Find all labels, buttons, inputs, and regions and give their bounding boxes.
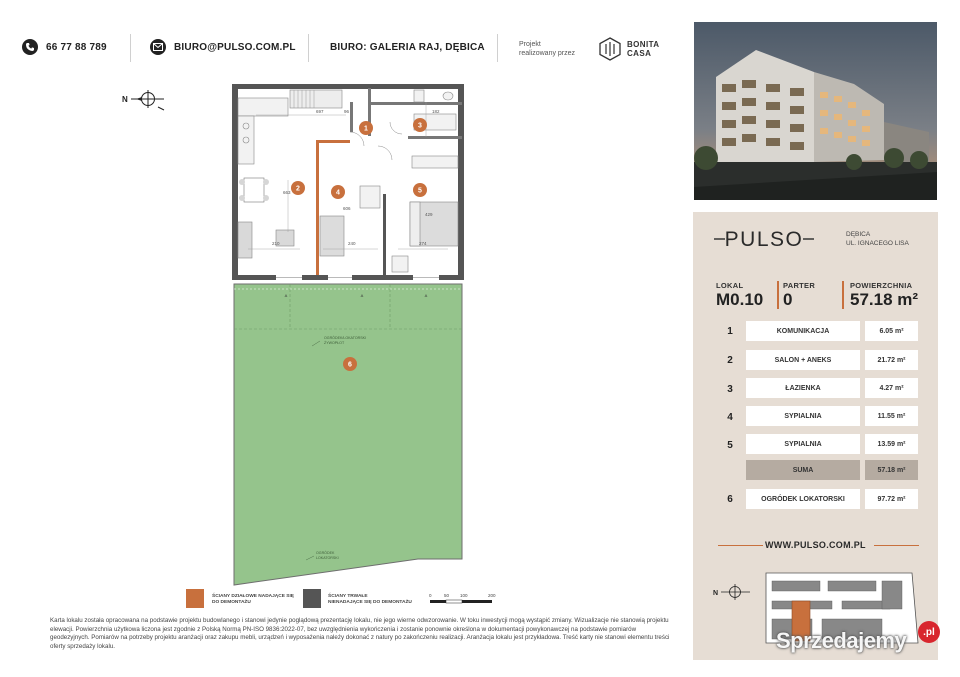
room-area: 6.05 m² bbox=[865, 321, 918, 341]
email-address: BIURO@PULSO.COM.PL bbox=[174, 41, 296, 53]
room-number: 1 bbox=[727, 326, 733, 337]
room-badge-4: 4 bbox=[336, 189, 340, 197]
svg-text:100: 100 bbox=[460, 593, 468, 598]
area-label: POWIERZCHNIA bbox=[850, 281, 913, 290]
lokal-value: M0.10 bbox=[716, 290, 764, 309]
room-badge-5: 5 bbox=[418, 187, 422, 195]
garden-label: OGRÓDEK bbox=[316, 551, 335, 555]
room-area: 97.72 m² bbox=[865, 489, 918, 509]
svg-text:PULSO: PULSO bbox=[724, 228, 804, 251]
disclaimer-text: Karta lokalu została opracowana na podstawie projektu budowlanego i stanowi jedynie poglądową prezentację lokalu, nie jego wierne odwzorowanie. W toku inwestycji mogą wystąpić zmiany. Wizualizacje nie stanowią projektu elewacji. Powierzchnia użytkowa liczona jest zgodnie z Polską Normą PN-ISO 9836:2022-07, bez uwzględnienia wykończenia i zostanie ponownie określona w dokumentacji powykonawczej na podstawie pomiarów geodezyjnych. Pomiarów na potrzeby projektu aranżacji oraz zakupu mebli, urządzeń i wyposażenia należy dokonać z natury po zakończeniu realizacji. Aranżacja lokalu jest przykładowa. Treść karty nie stanowi elementu treści oferty sprzedaży lokalu. bbox=[50, 617, 670, 650]
room-badge-6: 6 bbox=[348, 361, 352, 369]
project-by-text: Projekt realizowany przez bbox=[519, 41, 576, 57]
office-address: BIURO: GALERIA RAJ, DĘBICA bbox=[330, 41, 485, 53]
compass-north-label: N bbox=[122, 95, 128, 104]
room-name: SYPIALNIA bbox=[746, 434, 860, 454]
room-area: 11.55 m² bbox=[865, 406, 918, 426]
dimension-label: 240 bbox=[348, 241, 356, 246]
sum-value: 57.18 m² bbox=[865, 460, 918, 480]
room-name: SYPIALNIA bbox=[746, 406, 860, 426]
bonita-casa-logo: BONITA CASA bbox=[627, 40, 660, 58]
watermark-logo: Sprzedajemy bbox=[776, 628, 907, 653]
phone-number: 66 77 88 789 bbox=[46, 41, 107, 53]
dimension-label: 697 bbox=[316, 109, 324, 114]
legend-permanent-label: ŚCIANY TRWAŁE NIENADAJĄCE SIĘ DO DEMONTAŻU bbox=[328, 594, 412, 605]
garden-label: OGRÓDEK/LOKATORSKI bbox=[324, 336, 367, 340]
divider bbox=[777, 281, 779, 309]
mail-icon bbox=[150, 39, 166, 55]
room-badge-3: 3 bbox=[418, 122, 422, 130]
svg-text:50: 50 bbox=[444, 593, 450, 598]
room-number: 2 bbox=[727, 355, 733, 366]
email-contact[interactable] bbox=[150, 34, 296, 60]
divider bbox=[842, 281, 844, 309]
bonita-casa-logo-icon bbox=[599, 37, 621, 66]
dimension-label: 606 bbox=[343, 206, 351, 211]
svg-text:0: 0 bbox=[429, 593, 432, 598]
dimension-label: 429 bbox=[425, 212, 433, 217]
divider bbox=[130, 34, 131, 62]
phone-contact[interactable] bbox=[22, 34, 107, 60]
compass-north-label: N bbox=[713, 590, 719, 597]
compass-icon bbox=[712, 582, 752, 604]
room-badge-2: 2 bbox=[296, 185, 300, 193]
svg-text:A: A bbox=[360, 293, 364, 298]
room-area: 21.72 m² bbox=[865, 350, 918, 370]
pulso-logo bbox=[714, 226, 814, 252]
divider bbox=[308, 34, 309, 62]
location-text: DĘBICA UL. IGNACEGO LISA bbox=[846, 231, 909, 247]
website-link[interactable]: WWW.PULSO.COM.PL bbox=[765, 540, 866, 550]
legend-swatch-removable bbox=[186, 589, 204, 608]
room-name: KOMUNIKACJA bbox=[746, 321, 860, 341]
compass-icon bbox=[120, 88, 170, 112]
svg-text:200: 200 bbox=[488, 593, 496, 598]
room-name: ŁAZIENKA bbox=[746, 378, 860, 398]
legend-removable-label: ŚCIANY DZIAŁOWE NADAJĄCE SIĘ DO DEMONTAŻU bbox=[212, 594, 294, 605]
floor-value: 0 bbox=[783, 290, 793, 309]
legend-swatch-permanent bbox=[303, 589, 321, 608]
divider bbox=[874, 545, 919, 546]
divider bbox=[497, 34, 498, 62]
room-number: 4 bbox=[727, 412, 733, 423]
watermark-badge: .pl bbox=[918, 621, 940, 643]
lokal-label: LOKAL bbox=[716, 281, 744, 290]
floor-label: PARTER bbox=[783, 281, 816, 290]
dimension-label: 182 bbox=[432, 109, 440, 114]
sum-label: SUMA bbox=[746, 460, 860, 480]
room-number: 6 bbox=[727, 494, 733, 505]
floor-plan bbox=[228, 82, 468, 592]
divider bbox=[718, 545, 763, 546]
building-visualization-image bbox=[694, 22, 937, 200]
room-name: OGRÓDEK LOKATORSKI bbox=[746, 489, 860, 509]
area-value: 57.18 m² bbox=[850, 290, 919, 309]
svg-text:A: A bbox=[424, 293, 428, 298]
scale-bar bbox=[428, 593, 500, 607]
svg-text:A: A bbox=[284, 293, 288, 298]
phone-icon bbox=[22, 39, 38, 55]
room-number: 3 bbox=[727, 384, 733, 395]
room-badge-1: 1 bbox=[364, 125, 368, 133]
garden-label: LOKATORSKI bbox=[316, 556, 339, 560]
room-area: 4.27 m² bbox=[865, 378, 918, 398]
garden-label: ŻYWOPŁOT bbox=[324, 341, 345, 345]
room-number: 5 bbox=[727, 440, 733, 451]
dimension-label: 663 bbox=[283, 190, 291, 195]
dimension-label: 274 bbox=[419, 241, 427, 246]
dimension-label: 96 bbox=[344, 109, 350, 114]
room-name: SALON + ANEKS bbox=[746, 350, 860, 370]
room-area: 13.59 m² bbox=[865, 434, 918, 454]
dimension-label: 210 bbox=[272, 241, 280, 246]
